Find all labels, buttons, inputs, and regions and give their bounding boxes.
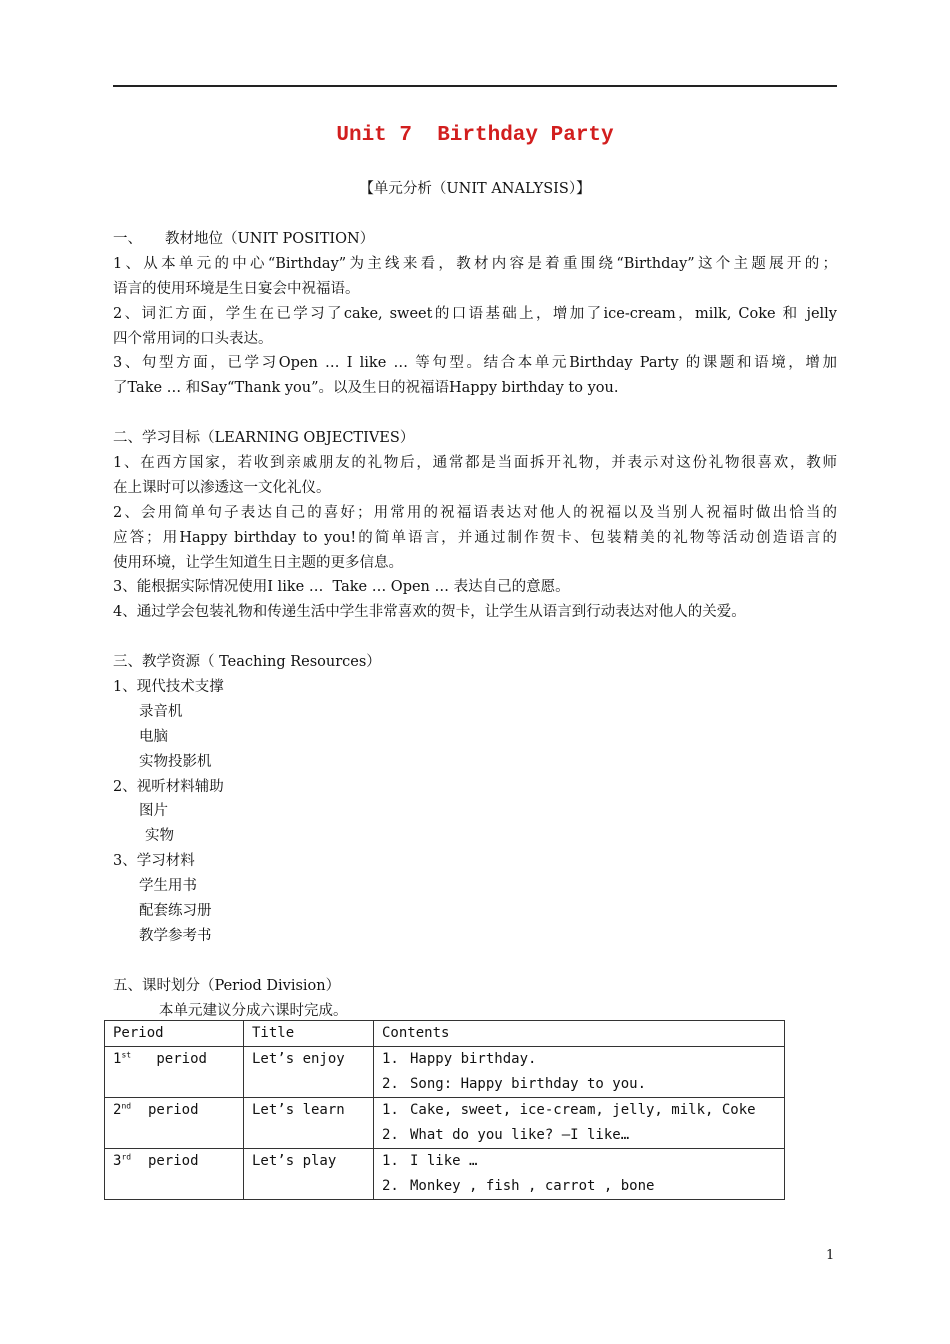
title-cell: Let’s enjoy <box>252 1051 345 1067</box>
paragraph-line: 2、会用简单句子表达自己的喜好；用常用的祝福语表达对他人的祝福以及当别人祝福时做出恰当的 <box>113 504 837 521</box>
table-row <box>105 1047 785 1098</box>
section-heading-period-division: 五、课时划分（Period Division） <box>113 977 341 994</box>
paragraph-line: 3、句型方面，已学习Open … I like … 等句型。结合本单元Birthday Party 的课题和语境，增加 <box>113 355 837 372</box>
resource-item: 学生用书 <box>139 878 197 895</box>
document-title: Unit 7 Birthday Party <box>336 124 614 147</box>
title-cell: Let’s learn <box>252 1102 345 1118</box>
document-body <box>113 227 837 1024</box>
resource-item: 图片 <box>139 803 168 820</box>
paragraph-line: 四个常用词的口头表达。 <box>113 330 273 347</box>
content-item: 1. I like … <box>382 1153 478 1169</box>
section-heading-teaching-resources: 三、教学资源（ Teaching Resources） <box>113 654 381 671</box>
period-division-intro: 本单元建议分成六课时完成。 <box>159 1002 348 1019</box>
content-item: 1. Cake, sweet, ice-cream, jelly, milk, Coke <box>382 1102 756 1118</box>
column-header-contents: Contents <box>382 1025 450 1041</box>
period-cell: 3rd period <box>113 1152 199 1169</box>
paragraph-line: 在上课时可以渗透这一文化礼仪。 <box>113 479 331 496</box>
paragraph-line: 4、通过学会包装礼物和传递生活中学生非常喜欢的贺卡，让学生从语言到行动表达对他人的关爱。 <box>113 604 746 621</box>
page-number: 1 <box>826 1248 835 1263</box>
title-cell: Let’s play <box>252 1153 337 1169</box>
resource-item: 电脑 <box>139 728 168 745</box>
paragraph-line: 应答；用Happy birthday to you!的简单语言，并通过制作贺卡、包装精美的礼物等活动创造语言的 <box>113 529 837 546</box>
blank-line <box>113 401 837 426</box>
resource-item: 实物 <box>145 828 174 845</box>
paragraph-line: 3、能根据实际情况使用I like … Take … Open … 表达自己的意愿。 <box>113 579 570 596</box>
content-item: 2. Monkey , fish , carrot , bone <box>382 1178 655 1194</box>
resource-item: 实物投影机 <box>139 753 212 770</box>
resource-group-title: 2、视听材料辅助 <box>113 778 224 795</box>
blank-line <box>113 949 837 974</box>
paragraph-line: 了Take … 和Say“Thank you”。以及生日的祝福语Happy birthday to you. <box>113 380 619 397</box>
resource-group-title: 1、现代技术支撑 <box>113 679 224 696</box>
table-row <box>105 1098 785 1149</box>
resource-item: 教学参考书 <box>139 927 212 944</box>
paragraph-line: 语言的使用环境是生日宴会中祝福语。 <box>113 280 360 297</box>
resource-group-title: 3、学习材料 <box>113 853 195 870</box>
column-header-title: Title <box>252 1025 295 1041</box>
content-item: 2. Song: Happy birthday to you. <box>382 1076 647 1092</box>
period-cell: 2nd period <box>113 1101 199 1118</box>
resource-item: 录音机 <box>139 703 183 720</box>
resource-item: 配套练习册 <box>139 903 212 920</box>
paragraph-line: 使用环境，让学生知道生日主题的更多信息。 <box>113 554 403 571</box>
header-rule <box>113 85 837 87</box>
paragraph-line: 1、从本单元的中心“Birthday”为主线来看，教材内容是着重围绕“Birthday”这个主题展开的； <box>113 255 837 272</box>
table-row <box>105 1149 785 1200</box>
table-header-row <box>105 1021 785 1047</box>
paragraph-line: 2、词汇方面，学生在已学习了cake, sweet的口语基础上，增加了ice-cream，milk, Coke 和 jelly <box>113 305 837 322</box>
section-heading-learning-objectives: 二、学习目标（LEARNING OBJECTIVES） <box>113 430 415 447</box>
paragraph-line: 1、在西方国家，若收到亲戚朋友的礼物后，通常都是当面拆开礼物，并表示对这份礼物很喜欢，教师 <box>113 455 837 472</box>
period-division-table <box>104 1020 785 1200</box>
section-heading-unit-position: 一、 教材地位（UNIT POSITION） <box>113 231 375 247</box>
unit-analysis-subtitle: 【单元分析（UNIT ANALYSIS）】 <box>359 181 591 197</box>
period-cell: 1st period <box>113 1050 207 1067</box>
content-item: 1. Happy birthday. <box>382 1051 537 1067</box>
blank-line <box>113 625 837 650</box>
column-header-period: Period <box>113 1025 164 1041</box>
content-item: 2. What do you like? —I like… <box>382 1127 630 1143</box>
